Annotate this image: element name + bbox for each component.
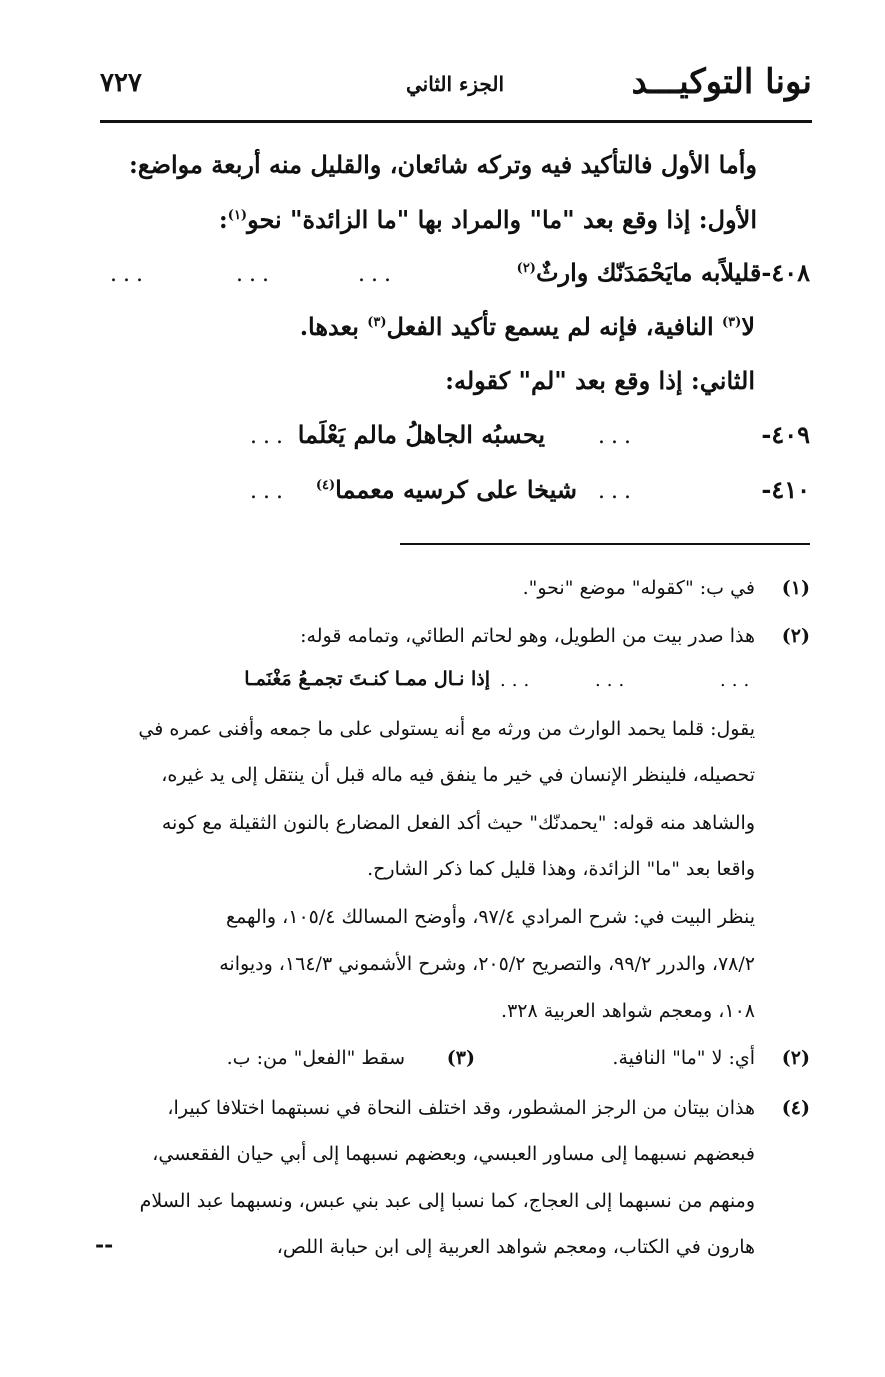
footnote-ref-3a: (٣) — [722, 315, 742, 330]
footnote-ref-4: (٤) — [315, 478, 336, 493]
page-number: ٧٢٧ — [100, 68, 142, 98]
footnote-number-3: (٣) — [446, 1047, 475, 1069]
footnote-1-text: في ب: "كقوله" موضع "نحو". — [522, 577, 755, 599]
footnote-number-1: (١) — [781, 577, 810, 599]
verse-408 — [517, 258, 810, 287]
footnote-2b-text: أي: لا "ما" النافية. — [612, 1047, 755, 1069]
body-line-2 — [219, 205, 757, 234]
footnote-2-line-5: والشاهد منه قوله: "يحمدنّك" حيث أكد الفعل المضارع بالنون الثقيلة مع كونه — [161, 812, 755, 834]
verse-408-number: ٤٠٨- — [761, 258, 810, 287]
footnote-number-2: (٢) — [781, 625, 810, 647]
footnote-2-dots-3: ... — [720, 670, 756, 691]
footnote-2-line-8: ٧٨/٢، والدرر ٩٩/٢، والتصريح ٢٠٥/٢، وشرح الأشموني ١٦٤/٣، وديوانه — [219, 953, 755, 975]
footnote-2-line-9: ١٠٨، ومعجم شواهد العربية ٣٢٨. — [501, 1000, 755, 1022]
verse-409-number: ٤٠٩- — [761, 420, 810, 449]
footnote-2-dots-2: ... — [595, 670, 631, 691]
footnote-number-2b: (٢) — [781, 1047, 810, 1069]
running-header — [100, 62, 812, 112]
footnote-ref-3b: (٣) — [367, 315, 387, 330]
verse-410-dots-1: ... — [598, 479, 637, 504]
body-line-4-a: لا — [741, 312, 755, 341]
verse-410 — [316, 475, 577, 504]
footnote-2-line-6: واقعا بعد "ما" الزائدة، وهذا قليل كما ذكر الشارح. — [367, 858, 755, 880]
footnote-4-line-3: ومنهم من نسبهما إلى العجاج، كما نسبا إلى عبد بني عبس، ونسبهما عبد السلام — [139, 1190, 755, 1212]
footnote-ref-1: (١) — [227, 208, 248, 223]
body-line-4-b: النافية، فإنه لم يسمع تأكيد الفعل — [386, 312, 723, 341]
verse-410-dots-2: ... — [250, 479, 289, 504]
continuation-mark: -- — [95, 1232, 114, 1258]
footnote-2-verse: إذا نـال ممـا كنـتَ تجمـعُ مَغْنَمـا — [244, 668, 490, 690]
header-rule — [100, 120, 812, 123]
footnote-number-4: (٤) — [781, 1097, 810, 1119]
verse-408-dots-2: ... — [236, 262, 275, 287]
footnote-separator — [400, 543, 810, 545]
body-line-2-text: الأول: إذا وقع بعد "ما" والمراد بها "ما الزائدة" نحو — [247, 205, 757, 234]
verse-409-text: يحسبُه الجاهلُ مالم يَعْلَما — [297, 420, 545, 449]
verse-410-number: ٤١٠- — [761, 475, 810, 504]
body-line-4-c: بعدها. — [299, 312, 368, 341]
footnote-2-dots-1: ... — [500, 670, 536, 691]
footnote-2-line-7: ينظر البيت في: شرح المرادي ٩٧/٤، وأوضح المسالك ١٠٥/٤، والهمع — [225, 906, 755, 928]
verse-408-dots-1: ... — [358, 262, 397, 287]
footnote-ref-2: (٢) — [516, 261, 536, 276]
verse-408-text: قليلاًبه مايَحْمَدَنّك وارثٌ — [535, 258, 762, 287]
footnote-2-line-4: تحصيله، فلينظر الإنسان في خير ما ينفق فيه ماله قبل أن ينتقل إلى يد غيره، — [161, 764, 755, 786]
body-line-1: وأما الأول فالتأكيد فيه وتركه شائعان، والقليل منه أربعة مواضع: — [128, 150, 757, 179]
chapter-title: نونا التوكيـــد — [631, 62, 812, 102]
body-line-5: الثاني: إذا وقع بعد "لم" كقوله: — [445, 366, 755, 395]
verse-409-dots-1: ... — [598, 424, 637, 449]
footnote-2-line-3: يقول: قلما يحمد الوارث من ورثه مع أنه يستولى على ما جمعه وأفنى عمره في — [138, 718, 755, 740]
part-label: الجزء الثاني — [406, 72, 504, 96]
verse-408-dots-3: ... — [110, 262, 149, 287]
footnote-3-text: سقط "الفعل" من: ب. — [226, 1047, 405, 1069]
verse-409-dots-2: ... — [250, 424, 289, 449]
footnote-4-line-1: هذان بيتان من الرجز المشطور، وقد اختلف النحاة في نسبتهما اختلافا كبيرا، — [167, 1097, 755, 1119]
footnote-2-line-1: هذا صدر بيت من الطويل، وهو لحاتم الطائي، وتمامه قوله: — [300, 625, 755, 647]
verse-410-text: شيخا على كرسيه معمما — [335, 475, 577, 504]
footnote-4-line-4: هارون في الكتاب، ومعجم شواهد العربية إلى ابن حبابة اللص، — [276, 1236, 755, 1258]
body-line-2-end: : — [218, 205, 228, 234]
footnote-4-line-2: فبعضهم نسبهما إلى مساور العبسي، وبعضهم نسبهما إلى أبي حيان الفقعسي، — [152, 1143, 755, 1165]
body-line-4 — [300, 312, 755, 341]
